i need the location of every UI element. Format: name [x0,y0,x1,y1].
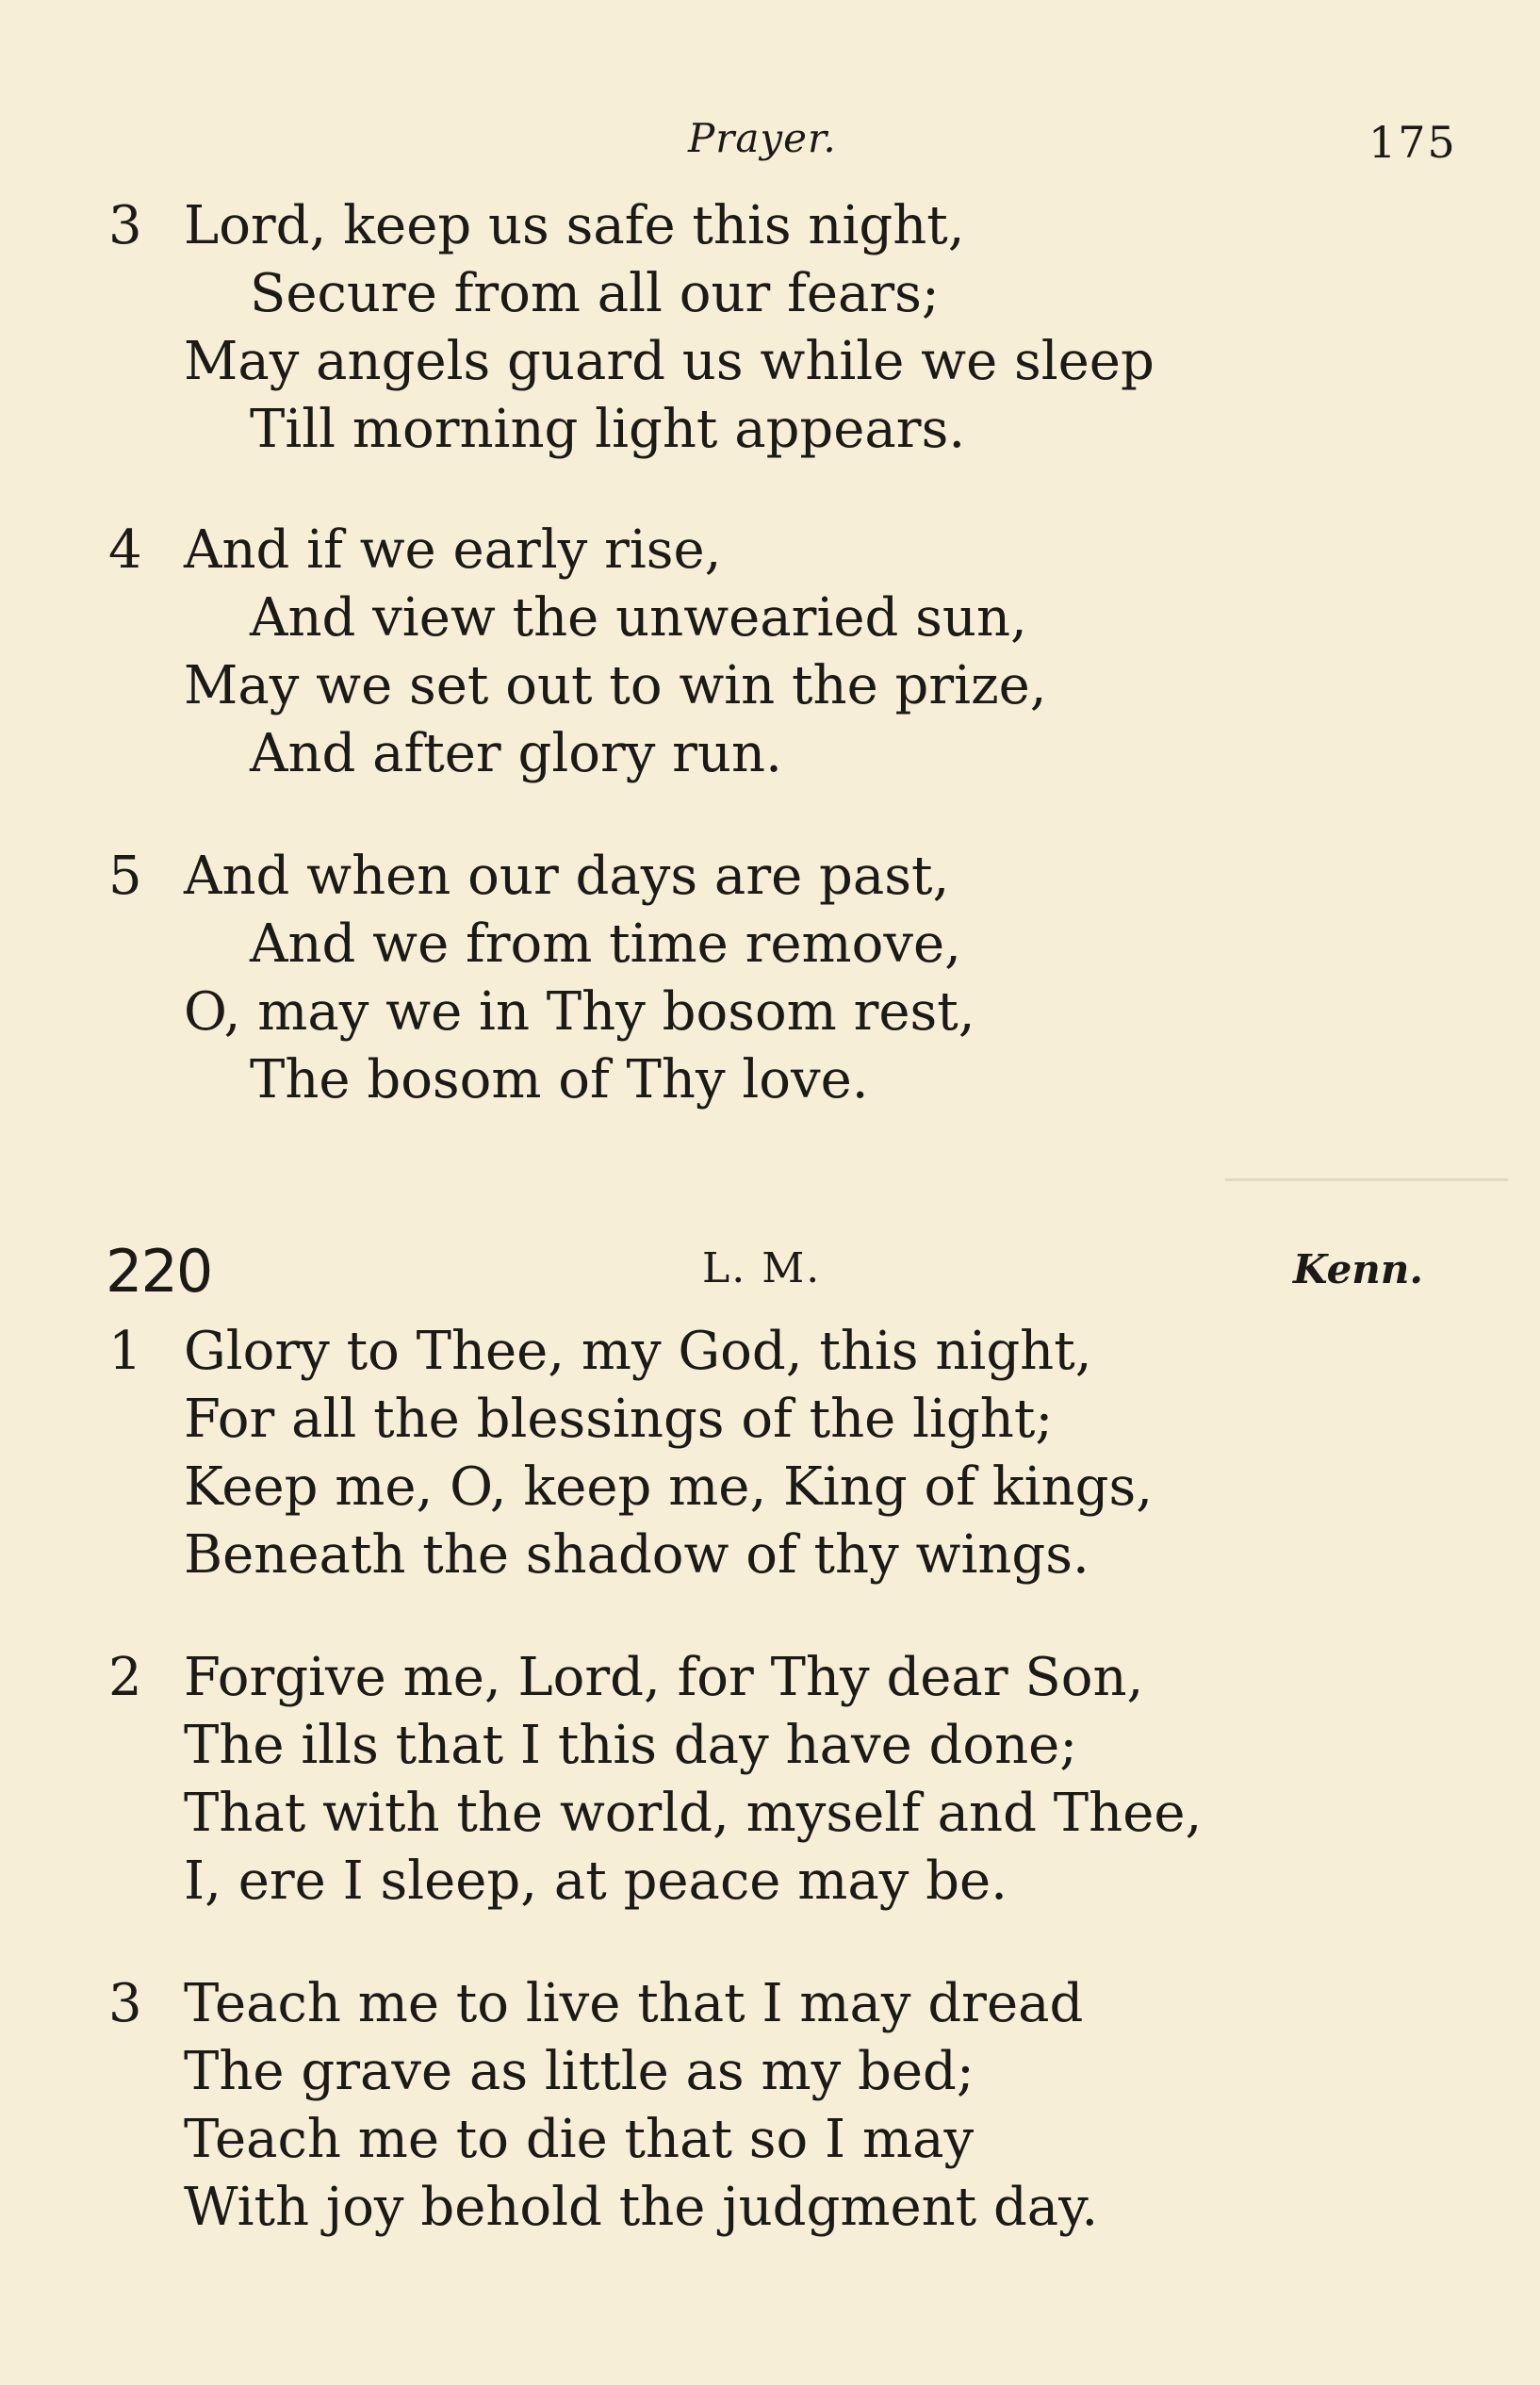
stanza-number: 3 [108,1973,142,2034]
verse-line: Teach me to live that I may dread [184,1973,1084,2034]
verse-line: Secure from all our fears; [250,263,940,324]
hymn-heading [0,1237,1540,1312]
stanza-number: 2 [108,1647,142,1708]
verse-line: For all the blessings of the light; [184,1389,1054,1450]
stanza-number: 4 [108,519,142,581]
verse-line: And view the unwearied sun, [250,587,1027,649]
verse-line: And when our days are past, [184,846,950,907]
verse-line: Beneath the shadow of thy wings. [184,1524,1089,1586]
verse-line: That with the world, myself and Thee, [184,1783,1203,1844]
hymn-meter: L. M. [702,1244,822,1292]
page-number: 175 [1368,117,1457,168]
verse-line: Lord, keep us safe this night, [184,195,965,256]
hymn-number: 220 [106,1237,212,1306]
verse-line: Forgive me, Lord, for Thy dear Son, [184,1647,1144,1708]
stanza-number: 3 [108,195,142,256]
stanza-number: 5 [108,846,142,907]
verse-line: And we from time remove, [250,913,961,975]
verse-line: And if we early rise, [184,519,722,581]
verse-line: The bosom of Thy love. [250,1049,869,1110]
verse-line: O, may we in Thy bosom rest, [184,981,975,1043]
verse-line: Teach me to die that so I may [184,2109,975,2170]
verse-line: With joy behold the judgment day. [184,2177,1099,2238]
stanza-number: 1 [108,1321,142,1382]
bleed-through-rule [1225,1178,1508,1181]
verse-line: And after glory run. [250,723,782,784]
verse-line: I, ere I sleep, at peace may be. [184,1850,1008,1912]
verse-line: May we set out to win the prize, [184,655,1047,716]
verse-line: May angels guard us while we sleep [184,331,1155,392]
verse-line: Glory to Thee, my God, this night, [184,1321,1092,1382]
verse-line: The grave as little as my bed; [184,2041,975,2102]
verse-line: The ills that I this day have done; [184,1715,1078,1776]
running-title: Prayer. [688,115,837,161]
verse-line: Till morning light appears. [250,399,966,460]
hymn-author: Kenn. [1293,1246,1423,1292]
verse-line: Keep me, O, keep me, King of kings, [184,1456,1154,1518]
